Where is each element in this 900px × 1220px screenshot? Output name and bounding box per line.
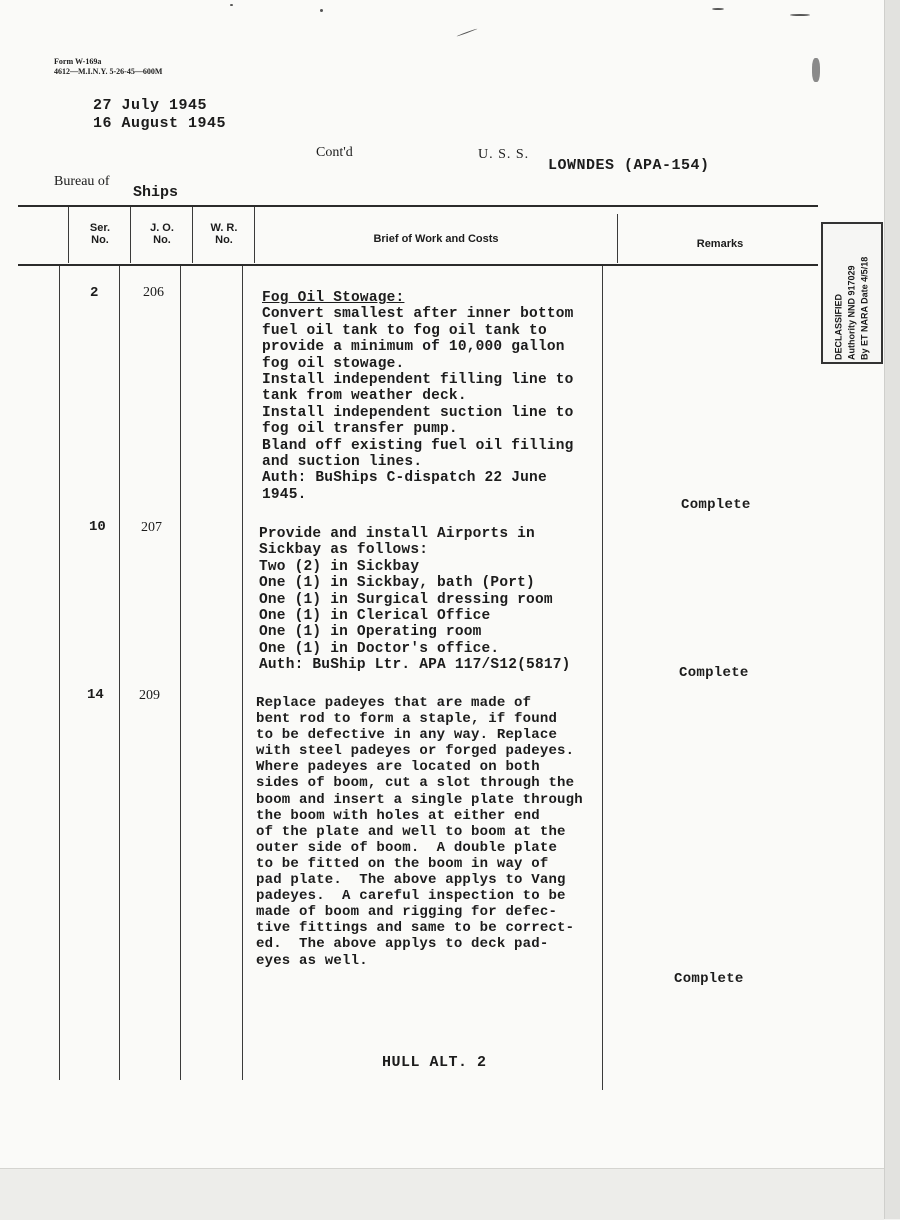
column-header-wr: W. R. No. <box>210 222 238 246</box>
column-header-jo: J. O. No. <box>150 222 174 246</box>
column-divider <box>192 207 193 263</box>
ship-name: LOWNDES (APA-154) <box>548 157 710 174</box>
table-header-rule <box>18 264 818 266</box>
stamp-text <box>833 226 872 360</box>
jo-number: 206 <box>143 285 164 300</box>
stamp-line: DECLASSIFIED <box>833 293 844 360</box>
column-divider <box>242 266 243 1080</box>
hull-alteration-footer: HULL ALT. 2 <box>382 1054 487 1071</box>
remark-status: Complete <box>679 665 749 681</box>
ser-number: 14 <box>87 687 104 703</box>
form-identifier <box>54 57 162 77</box>
stamp-line: By ET NARA Date 4/5/18 <box>859 256 870 360</box>
column-divider <box>617 214 618 263</box>
column-divider <box>59 266 60 1080</box>
jo-number: 209 <box>139 688 160 703</box>
bureau-label: Bureau of <box>54 174 110 189</box>
work-description: Replace padeyes that are made of bent rod to form a staple, if found to be defective in any way. Replace with steel padeyes or forged padeyes. Where padeyes are located on both sides of boom, cut a slot through the boom and insert a single plate through the boom with holes at either end of the plate and well to boom at the outer side of boom. A double plate to be fitted on the boom in way of pad plate. The above applys to Vang padeyes. A careful inspection to be made of boom and rigging for defec- tive fittings and same to be correct- ed. The above applys to deck pad- eyes as well. <box>256 695 583 969</box>
ser-number: 10 <box>89 519 106 535</box>
remark-status: Complete <box>681 497 751 513</box>
form-number: Form W-169a <box>54 57 102 66</box>
scan-right-edge <box>884 0 900 1219</box>
column-header-brief: Brief of Work and Costs <box>373 233 499 245</box>
column-divider <box>130 207 131 263</box>
column-divider <box>254 207 255 263</box>
scan-speck <box>812 58 820 82</box>
jo-number: 207 <box>141 520 162 535</box>
work-text: Convert smallest after inner bottom fuel oil tank to fog oil tank to provide a minimum of 10,000 gallon fog oil stowage. Install independent filling line to tank from weather deck. Install independent suction line to fog oil transfer pump. Bland off existing fuel oil filling and suction lines. Auth: BuShips C-dispatch 22 June 1945. <box>262 306 574 503</box>
column-divider <box>602 266 603 1090</box>
form-print-code: 4612—M.I.N.Y. 5-26-45—600M <box>54 67 163 76</box>
date-line-2: 16 August 1945 <box>93 115 227 132</box>
scan-speck <box>790 14 810 16</box>
bureau-value: Ships <box>133 184 179 201</box>
date-line-1: 27 July 1945 <box>93 97 208 114</box>
scan-bottom-edge <box>0 1168 884 1220</box>
ser-number: 2 <box>90 285 99 301</box>
column-header-remarks: Remarks <box>696 238 744 250</box>
remark-status: Complete <box>674 971 744 987</box>
declassified-stamp <box>821 222 883 364</box>
uss-label: U. S. S. <box>478 147 530 162</box>
work-description <box>262 290 574 503</box>
column-divider <box>68 207 69 263</box>
column-divider <box>180 266 181 1080</box>
column-divider <box>119 266 120 1080</box>
scan-speck <box>712 8 724 10</box>
work-title: Fog Oil Stowage: <box>262 290 405 306</box>
continued-label: Cont'd <box>316 145 353 160</box>
stamp-line: Authority NND 917029 <box>846 265 857 360</box>
table-top-rule <box>18 205 818 207</box>
column-header-ser: Ser. No. <box>89 222 111 246</box>
work-description: Provide and install Airports in Sickbay as follows: Two (2) in Sickbay One (1) in Sickbay, bath (Port) One (1) in Surgical dressing room One (1) in Clerical Office One (1) in Operating room One (1) in Doctor's office. Auth: BuShip Ltr. APA 117/S12(5817) <box>259 526 571 674</box>
scan-speck <box>230 4 233 6</box>
scan-speck <box>320 9 323 12</box>
